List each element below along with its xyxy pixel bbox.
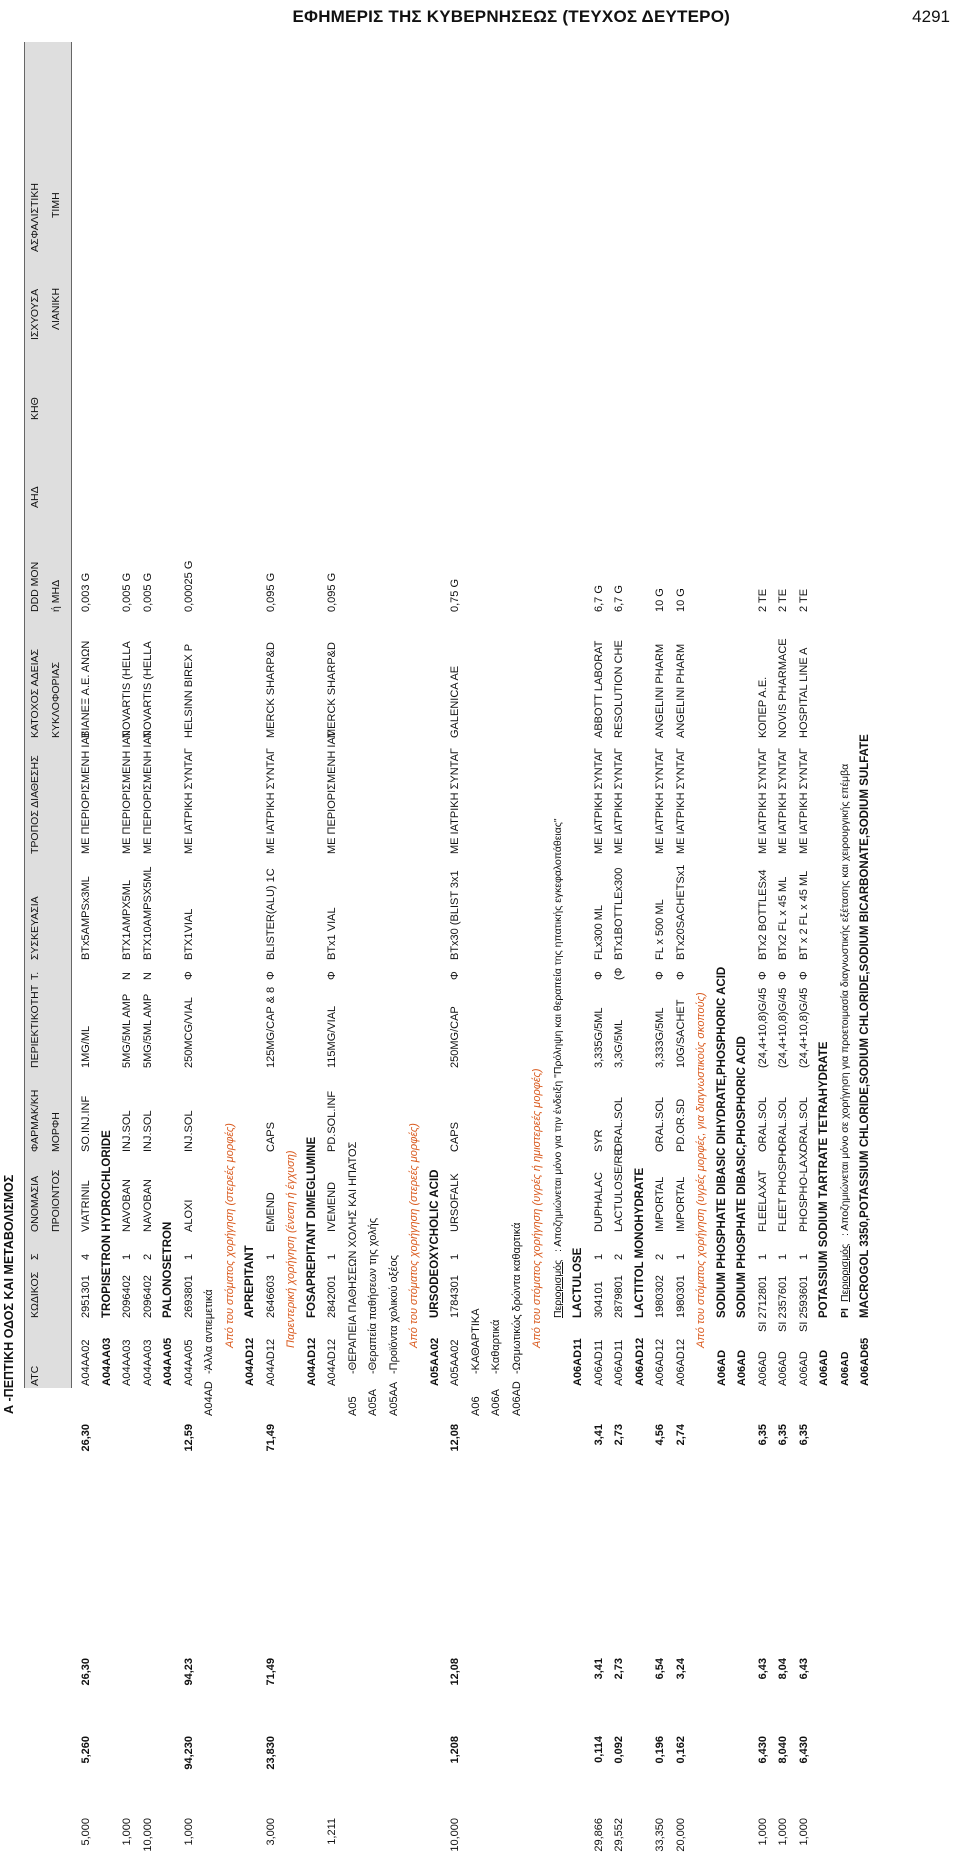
dispensing-mode: ME ΠΕΡΙΟΡΙΣΜΕΝΗ ΙΑΤ xyxy=(121,731,133,854)
license-holder: NOVARTIS (HELLA xyxy=(121,641,133,738)
type-flag: Φ xyxy=(592,971,605,980)
license-holder: ΚΟΠΕΡ Α.Ε. xyxy=(756,676,769,738)
category-code: A04AD xyxy=(203,1381,215,1416)
ddd-value: 6,7 G xyxy=(592,585,605,612)
atc-code: A06AD12 xyxy=(633,1337,646,1386)
col-ins: ΑΣΦΑΛΙΣΤΙΚΗ xyxy=(29,183,41,252)
ddd-value: 2 TE xyxy=(797,588,810,612)
col-form-2: ΜΟΡΦΗ xyxy=(50,1112,62,1152)
col-ins-2: ΤΙΜΗ xyxy=(50,192,62,218)
type-flag: Φ xyxy=(674,971,687,980)
product-name: IMPORTAL xyxy=(674,1176,687,1232)
pack-seq: 1 xyxy=(674,1253,687,1260)
dosage-form: CAPS xyxy=(264,1122,277,1152)
rotated-table xyxy=(0,38,960,1852)
atc-code: A06AD xyxy=(715,1349,728,1386)
ahd-value: 33,350 xyxy=(654,1818,666,1852)
product-name: EMEND xyxy=(264,1192,277,1232)
ddd-value: 0,75 G xyxy=(449,578,461,612)
pack-seq: 1 xyxy=(449,1253,461,1260)
strength: 3,3G/5ML xyxy=(613,1019,625,1068)
dosage-form: SYR xyxy=(592,1129,605,1152)
license-holder: NOVARTIS (HELLA xyxy=(141,641,154,738)
product-name: NAVOBAN xyxy=(141,1179,154,1232)
ahd-value: 3,000 xyxy=(264,1818,277,1846)
table-header xyxy=(24,42,72,1388)
package: BTx20SACHETSx1 xyxy=(674,864,687,960)
col-retail-2: ΛΙΑΝΙΚΗ xyxy=(50,287,62,330)
product-code: 2646603 xyxy=(264,1275,277,1318)
retail-price: 6,54 xyxy=(654,1658,666,1680)
license-holder: HELSINN BIREX P xyxy=(182,643,195,738)
dosage-form: ORAL.SOL xyxy=(777,1096,789,1152)
strength: 3,333G/5ML xyxy=(654,1007,666,1068)
strength: 5MG/5ML AMP xyxy=(141,993,154,1068)
dispensing-mode: ME ΙΑΤΡΙΚΗ ΣΥΝΤΑΓ xyxy=(777,748,789,854)
product-code: SI 2593601 xyxy=(797,1275,810,1332)
ahd-value: 1,211 xyxy=(326,1818,338,1845)
package: BTx1 VIAL xyxy=(326,907,338,960)
product-name: ALOXI xyxy=(182,1199,195,1232)
route-heading: Παρεντερική χορήγηση (ένεση ή έγχυση) xyxy=(285,1150,297,1348)
insurance-price: 12,08 xyxy=(449,1424,461,1452)
product-code: 2693801 xyxy=(182,1275,195,1318)
kh-value: 0,162 xyxy=(674,1736,687,1764)
insurance-price: 2,73 xyxy=(613,1424,625,1446)
retail-price: 71,49 xyxy=(264,1658,277,1686)
dispensing-mode: ME ΙΑΤΡΙΚΗ ΣΥΝΤΑΓ xyxy=(797,748,810,854)
strength: 1MG/ML xyxy=(80,1025,92,1068)
dispensing-mode: ME ΙΑΤΡΙΚΗ ΣΥΝΤΑΓ xyxy=(264,748,277,854)
license-holder: RESOLUTION CHE xyxy=(613,640,625,738)
substance-name: FOSAPREPITANT DIMEGLUMINE xyxy=(305,1136,318,1318)
pack-seq: 4 xyxy=(80,1253,92,1260)
product-name: FLEELAXAT xyxy=(756,1170,769,1232)
type-flag: N xyxy=(141,972,154,980)
pack-seq: 1 xyxy=(182,1253,195,1260)
dispensing-mode: ME ΙΑΤΡΙΚΗ ΣΥΝΤΑΓ xyxy=(449,748,461,854)
product-name: PHOSPHO-LAX/ xyxy=(797,1149,810,1232)
dosage-form: ORAL.SOL xyxy=(756,1096,769,1152)
dispensing-mode: ME ΠΕΡΙΟΡΙΣΜΕΝΗ ΙΑΤ xyxy=(141,731,154,854)
license-holder: NOVIS PHARMACE xyxy=(777,638,789,738)
retail-price: 3,41 xyxy=(592,1658,605,1680)
gazette-title: ΕΦΗΜΕΡΙΣ ΤΗΣ ΚΥΒΕΡΝΗΣΕΩΣ (ΤΕΥΧΟΣ ΔΕΥΤΕΡΟ) xyxy=(292,7,730,26)
category-name: -Θεραπεία παθήσεων της χολής xyxy=(367,1217,379,1374)
insurance-price: 71,49 xyxy=(264,1424,277,1452)
dosage-form: SO.INJ.INF xyxy=(80,1095,92,1152)
col-strength: ΠΕΡΙΕΚΤΙΚΟΤΗΤ xyxy=(29,984,41,1068)
atc-code: A04AA03 xyxy=(100,1337,113,1386)
license-holder: MERCK SHARP&D xyxy=(264,642,277,738)
package: BTX1AMPX5ML xyxy=(121,879,133,960)
atc-code: A05AA02 xyxy=(449,1339,461,1386)
insurance-price: 6,35 xyxy=(797,1424,810,1446)
strength: 250MCG/VIAL xyxy=(182,997,195,1068)
license-holder: ABBOTT LABORAT xyxy=(592,640,605,738)
route-heading: Από του στόματος χορήγηση (υγρές μορφές, για διαγνωστικούς σκοπούς) xyxy=(695,992,707,1348)
category-code: A06 xyxy=(469,1396,482,1416)
dosage-form: INJ.SOL xyxy=(141,1110,154,1152)
ddd-value: 0,00025 G xyxy=(182,560,195,612)
kh-value: 0,114 xyxy=(592,1736,605,1763)
category-name: -Ωσμωτικώς δρώντα καθαρτικά xyxy=(510,1222,523,1374)
atc-code: A06AD xyxy=(756,1351,769,1386)
kh-value: 0,196 xyxy=(654,1736,666,1764)
category-code: A06AD xyxy=(510,1381,523,1416)
col-mode: ΤΡΟΠΟΣ ΔΙΑΘΕΣΗΣ xyxy=(29,755,41,854)
product-code: 1980302 xyxy=(654,1275,666,1318)
pack-seq: 2 xyxy=(654,1253,666,1260)
insurance-price: 26,30 xyxy=(80,1424,92,1452)
pack-seq: 1 xyxy=(264,1253,277,1260)
type-flag: Φ xyxy=(654,971,666,980)
package: BTx2 FL x 45 ML xyxy=(777,876,789,960)
atc-code: A06AD xyxy=(818,1349,830,1386)
retail-price: 12,08 xyxy=(449,1658,461,1686)
pack-seq: 1 xyxy=(121,1253,133,1260)
dispensing-mode: ME ΠΕΡΙΟΡΙΣΜΕΝΗ ΙΑΤ xyxy=(326,731,338,854)
kh-value: 23,830 xyxy=(264,1736,277,1770)
dispensing-mode: ME ΙΑΤΡΙΚΗ ΣΥΝΤΑΓ xyxy=(592,748,605,854)
route-heading: Από του στόματος χορήγηση (υγρές ή ημιστερεές μορφές) xyxy=(531,1068,543,1348)
strength: (24,4+10,8)G/45 xyxy=(797,987,810,1068)
dispensing-mode: ME ΠΕΡΙΟΡΙΣΜΕΝΗ ΙΑΤ xyxy=(80,731,92,854)
ahd-value: 1,000 xyxy=(797,1818,810,1846)
col-code: ΚΩΔΙΚΟΣ xyxy=(29,1271,41,1318)
pack-seq: 1 xyxy=(756,1253,769,1260)
product-code: SI 2357601 xyxy=(777,1275,789,1332)
retail-price: 8,04 xyxy=(777,1658,789,1680)
type-flag: Φ xyxy=(777,971,789,980)
category-code: A05 xyxy=(346,1396,359,1416)
strength: 125MG/CAP & 8 xyxy=(264,986,277,1068)
substance-name: SODIUM PHOSPHATE DIBASIC,PHOSPHORIC ACID xyxy=(736,1036,748,1318)
kh-value: 5,260 xyxy=(80,1736,92,1764)
ddd-value: 0,003 G xyxy=(80,572,92,612)
type-flag: Φ xyxy=(797,971,810,980)
substance-name: URSODEOXYCHOLIC ACID xyxy=(428,1169,441,1318)
product-name: DUPHALAC xyxy=(592,1172,605,1232)
kh-value: 6,430 xyxy=(797,1736,810,1764)
dispensing-mode: ME ΙΑΤΡΙΚΗ ΣΥΝΤΑΓ xyxy=(756,748,769,854)
strength: 250MG/CAP xyxy=(449,1006,461,1068)
strength: (24,4+10,8)G/45 xyxy=(777,987,789,1068)
atc-code: A04AA03 xyxy=(121,1339,133,1386)
type-flag: Φ xyxy=(182,971,195,980)
route-heading: Από του στόματος χορήγηση (στερεές μορφές) xyxy=(408,1123,420,1348)
atc-code: A06AD xyxy=(838,1351,851,1386)
dispensing-mode: ME ΙΑΤΡΙΚΗ ΣΥΝΤΑΓ xyxy=(674,748,687,854)
retail-price: 6,43 xyxy=(797,1658,810,1680)
package: BTx1BOTTLEx300 xyxy=(613,867,625,960)
product-code: 2879801 xyxy=(613,1275,625,1318)
atc-code: A06AD11 xyxy=(613,1339,625,1386)
ahd-value: 1,000 xyxy=(777,1818,789,1846)
substance-name: POTASSIUM SODIUM TARTRATE TETRAHYDRATE xyxy=(818,1041,830,1318)
dosage-form: ORAL.SOL xyxy=(613,1096,625,1152)
package: BTx5AMPSx3ML xyxy=(80,876,92,960)
col-ddd-2: ή ΜΗΔ xyxy=(50,579,62,612)
dosage-form: ORAL.SOL xyxy=(797,1096,810,1152)
product-name: FLEET PHOSPH xyxy=(777,1148,789,1232)
col-holder: ΚΑΤΟΧΟΣ ΑΔΕΙΑΣ xyxy=(29,648,41,738)
col-ddd: DDD ΜΟΝ xyxy=(29,561,41,612)
ahd-value: 1,000 xyxy=(182,1818,195,1846)
substance-name: LACTITOL MONOHYDRATE xyxy=(633,1167,646,1318)
license-holder: ANGELINI PHARM xyxy=(654,643,666,738)
category-name: -ΚΑΘΑΡΤΙΚΑ xyxy=(469,1308,482,1374)
route-heading: Από του στόματος χορήγηση (στερεές μορφές) xyxy=(223,1123,236,1348)
product-name: IMPORTAL xyxy=(654,1176,666,1232)
package: FLx300 ML xyxy=(592,904,605,960)
atc-code: A04AD12 xyxy=(326,1338,338,1386)
product-name: LACTULOSE/RE xyxy=(613,1148,625,1232)
col-atc: ATC xyxy=(29,1365,41,1386)
dosage-form: ORAL.SOL xyxy=(654,1096,666,1152)
col-retail: ΙΣΧΥΟΥΣΑ xyxy=(29,288,41,340)
insurance-price: 3,41 xyxy=(592,1424,605,1446)
ahd-value: 1,000 xyxy=(756,1818,769,1846)
category-code: A05AA xyxy=(387,1381,400,1416)
ahd-value: 20,000 xyxy=(674,1818,687,1852)
dispensing-mode: ME ΙΑΤΡΙΚΗ ΣΥΝΤΑΓ xyxy=(654,748,666,854)
product-name: VIATRINIL xyxy=(80,1180,92,1232)
product-code: 2842001 xyxy=(326,1275,338,1318)
strength: 5MG/5ML AMP xyxy=(121,993,133,1068)
restriction-text: : Αποζημιώνεται μόνο για την ένδειξη "Πρόληψη και θεραπεία της ηπατικής εγκεφαλοπάθειας" xyxy=(551,818,564,1252)
atc-code: A06AD12 xyxy=(654,1338,666,1386)
package: BT x 2 FL x 45 ML xyxy=(797,870,810,960)
substance-name: MACROGOL 3350,POTASSIUM CHLORIDE,SODIUM CHLORIDE,SODIUM BICARBONATE,SODIUM SULFATE xyxy=(859,734,871,1318)
ddd-value: 0,005 G xyxy=(141,572,154,612)
product-name: IVEMEND xyxy=(326,1181,338,1232)
atc-code: A06AD12 xyxy=(674,1338,687,1386)
category-name: -ΘΕΡΑΠΕΙΑ ΠΑΘΗΣΕΩΝ ΧΟΛΗΣ ΚΑΙ ΗΠΑΤΟΣ xyxy=(346,1141,359,1374)
ahd-value: 10,000 xyxy=(141,1818,154,1852)
col-name: ΟΝΟΜΑΣΙΑ xyxy=(29,1175,41,1232)
ahd-value: 29,866 xyxy=(592,1818,605,1852)
pack-seq: 1 xyxy=(777,1253,789,1260)
insurance-price: 2,74 xyxy=(674,1424,687,1446)
atc-code: A04AA02 xyxy=(80,1339,92,1386)
atc-code: A04AD12 xyxy=(305,1337,318,1386)
category-name: -Άλλα αντιεμετικά xyxy=(203,1289,215,1374)
restriction-label: Περιορισμός xyxy=(551,1259,564,1318)
dispensing-mode: ME ΙΑΤΡΙΚΗ ΣΥΝΤΑΓ xyxy=(182,748,195,854)
strength: 10G/SACHET xyxy=(674,999,687,1068)
package: BTx30 (BLIST 3x1 xyxy=(449,870,461,960)
package: BTX10AMPSX5ML xyxy=(141,866,154,960)
substance-name: PALONOSETRON xyxy=(162,1221,174,1318)
ddd-value: 2 TE xyxy=(777,588,789,612)
ddd-value: 2 TE xyxy=(756,588,769,612)
atc-code: A05AA02 xyxy=(428,1337,441,1386)
ddd-value: 6,7 G xyxy=(613,585,625,612)
type-flag: Φ xyxy=(326,971,338,980)
product-code: SI 2712801 xyxy=(756,1275,769,1332)
substance-name: TROPISETRON HYDROCHLORIDE xyxy=(100,1130,113,1318)
restriction-text: : Αποζημιώνεται μόνο σε χορήγηση για προετοιμασία διαγνωστικής εξέτασης και χειρουργικής επέμβα xyxy=(838,763,851,1236)
ahd-value: 29,552 xyxy=(613,1818,625,1852)
retail-price: 94,23 xyxy=(182,1658,195,1686)
retail-price: 26,30 xyxy=(80,1658,92,1686)
type-flag: Φ xyxy=(449,971,461,980)
insurance-price: 4,56 xyxy=(654,1424,666,1446)
package: FL x 500 ML xyxy=(654,899,666,960)
type-flag: (Φ xyxy=(613,967,625,980)
product-code: 2951301 xyxy=(80,1275,92,1318)
atc-code: A04AA03 xyxy=(141,1339,154,1386)
dispensing-mode: ME ΙΑΤΡΙΚΗ ΣΥΝΤΑΓ xyxy=(613,748,625,854)
pack-seq: 1 xyxy=(326,1253,338,1260)
pack-seq: 1 xyxy=(592,1253,605,1260)
dosage-form: CAPS xyxy=(449,1122,461,1152)
product-code: 2096402 xyxy=(121,1275,133,1318)
kh-value: 0,092 xyxy=(613,1736,625,1764)
ddd-value: 10 G xyxy=(674,588,687,612)
type-flag: Φ xyxy=(264,971,277,980)
retail-price: 2,73 xyxy=(613,1658,625,1680)
substance-name: APREPITANT xyxy=(244,1245,256,1318)
col-holder-2: ΚΥΚΛΟΦΟΡΙΑΣ xyxy=(50,662,62,738)
type-flag: Φ xyxy=(756,971,769,980)
col-kh: ΚΗΘ xyxy=(29,397,41,420)
kh-value: 94,230 xyxy=(182,1736,195,1770)
ahd-value: 1,000 xyxy=(121,1818,133,1846)
insurance-price: 6,35 xyxy=(756,1424,769,1446)
substance-name: LACTULOSE xyxy=(572,1247,584,1318)
strength: 3,335G/5ML xyxy=(592,1007,605,1068)
atc-code: A06AD xyxy=(797,1351,810,1386)
col-form: ΦΑΡΜΑΚ/ΚΗ xyxy=(29,1089,41,1152)
category-name: -Προϊόντα χολικού οξέος xyxy=(387,1255,400,1374)
product-name: URSOFALK xyxy=(449,1173,461,1232)
ddd-value: 0,095 G xyxy=(326,572,338,612)
pack-seq: 1 xyxy=(797,1253,810,1260)
col-pack: ΣΥΣΚΕΥΑΣΙΑ xyxy=(29,896,41,960)
license-holder: HOSPITAL LINE A xyxy=(797,647,810,738)
package: BLISTER(ALU) 1C xyxy=(264,868,277,960)
insurance-price: 12,59 xyxy=(182,1424,195,1452)
section-title: Α -ΠΕΠΤΙΚΗ ΟΔΟΣ ΚΑΙ ΜΕΤΑΒΟΛΙΣΜΟΣ xyxy=(2,1174,16,1414)
atc-code: A04AA05 xyxy=(182,1339,195,1386)
atc-code: A04AD12 xyxy=(264,1338,277,1386)
retail-price: 6,43 xyxy=(756,1658,769,1680)
license-holder: ANGELINI PHARM xyxy=(674,643,687,738)
page-number: 4291 xyxy=(912,7,950,26)
ddd-value: 10 G xyxy=(654,588,666,612)
kh-value: 8,040 xyxy=(777,1736,789,1764)
product-name: NAVOBAN xyxy=(121,1179,133,1232)
pack-seq: 2 xyxy=(141,1253,154,1260)
product-code: 1980301 xyxy=(674,1275,687,1318)
strength: 115MG/VIAL xyxy=(326,1005,338,1068)
atc-code: A06AD65 xyxy=(859,1337,871,1386)
retail-price: 3,24 xyxy=(674,1658,687,1680)
ahd-value: 5,000 xyxy=(80,1818,92,1846)
dosage-form: PD.SOL.INF xyxy=(326,1090,338,1152)
dosage-form: INJ.SOL xyxy=(121,1110,133,1152)
category-code: A06A xyxy=(490,1389,502,1416)
kh-value: 1,208 xyxy=(449,1736,461,1764)
ddd-value: 0,005 G xyxy=(121,572,133,612)
type-flag: N xyxy=(121,972,133,980)
dosage-form: INJ.SOL xyxy=(182,1110,195,1152)
product-code: 1784301 xyxy=(449,1275,461,1318)
atc-code: A06AD xyxy=(777,1351,789,1386)
restriction-label: Περιορισμός xyxy=(838,1243,851,1302)
product-code: 304101 xyxy=(592,1281,605,1318)
atc-code: A04AD12 xyxy=(244,1337,256,1386)
product-code: 2096402 xyxy=(141,1275,154,1318)
package: BTX1VIAL xyxy=(182,908,195,960)
note-prefix: PI xyxy=(838,1308,851,1318)
col-t: Τ. xyxy=(29,971,41,980)
category-code: A05A xyxy=(367,1389,379,1416)
col-name-2: ΠΡΟΙΟΝΤΟΣ xyxy=(50,1169,62,1232)
substance-name: SODIUM PHOSPHATE DIBASIC DIHYDRATE,PHOSPHORIC ACID xyxy=(715,966,728,1318)
license-holder: ΒΙΑΝΕΞ Α.Ε. ΑΝΩΝ xyxy=(80,640,92,738)
col-s: Σ xyxy=(29,1253,41,1260)
ddd-value: 0,095 G xyxy=(264,572,277,612)
pack-seq: 2 xyxy=(613,1253,625,1260)
license-holder: MERCK SHARP&D xyxy=(326,642,338,738)
col-ahd: ΑΗΔ xyxy=(29,486,41,508)
dosage-form: PD.OR.SD xyxy=(674,1098,687,1152)
atc-code: A04AA05 xyxy=(162,1337,174,1386)
atc-code: A06AD11 xyxy=(592,1339,605,1386)
ahd-value: 10,000 xyxy=(449,1818,461,1852)
license-holder: GALENICA AE xyxy=(449,665,461,738)
package: BTx2 BOTTLESx4 xyxy=(756,869,769,960)
atc-code: A06AD11 xyxy=(572,1338,584,1386)
page-header xyxy=(0,0,960,34)
strength: (24,4+10,8)G/45 xyxy=(756,987,769,1068)
atc-code: A06AD xyxy=(736,1349,748,1386)
insurance-price: 6,35 xyxy=(777,1424,789,1446)
kh-value: 6,430 xyxy=(756,1736,769,1764)
category-name: -Καθαρτικά xyxy=(490,1319,502,1374)
